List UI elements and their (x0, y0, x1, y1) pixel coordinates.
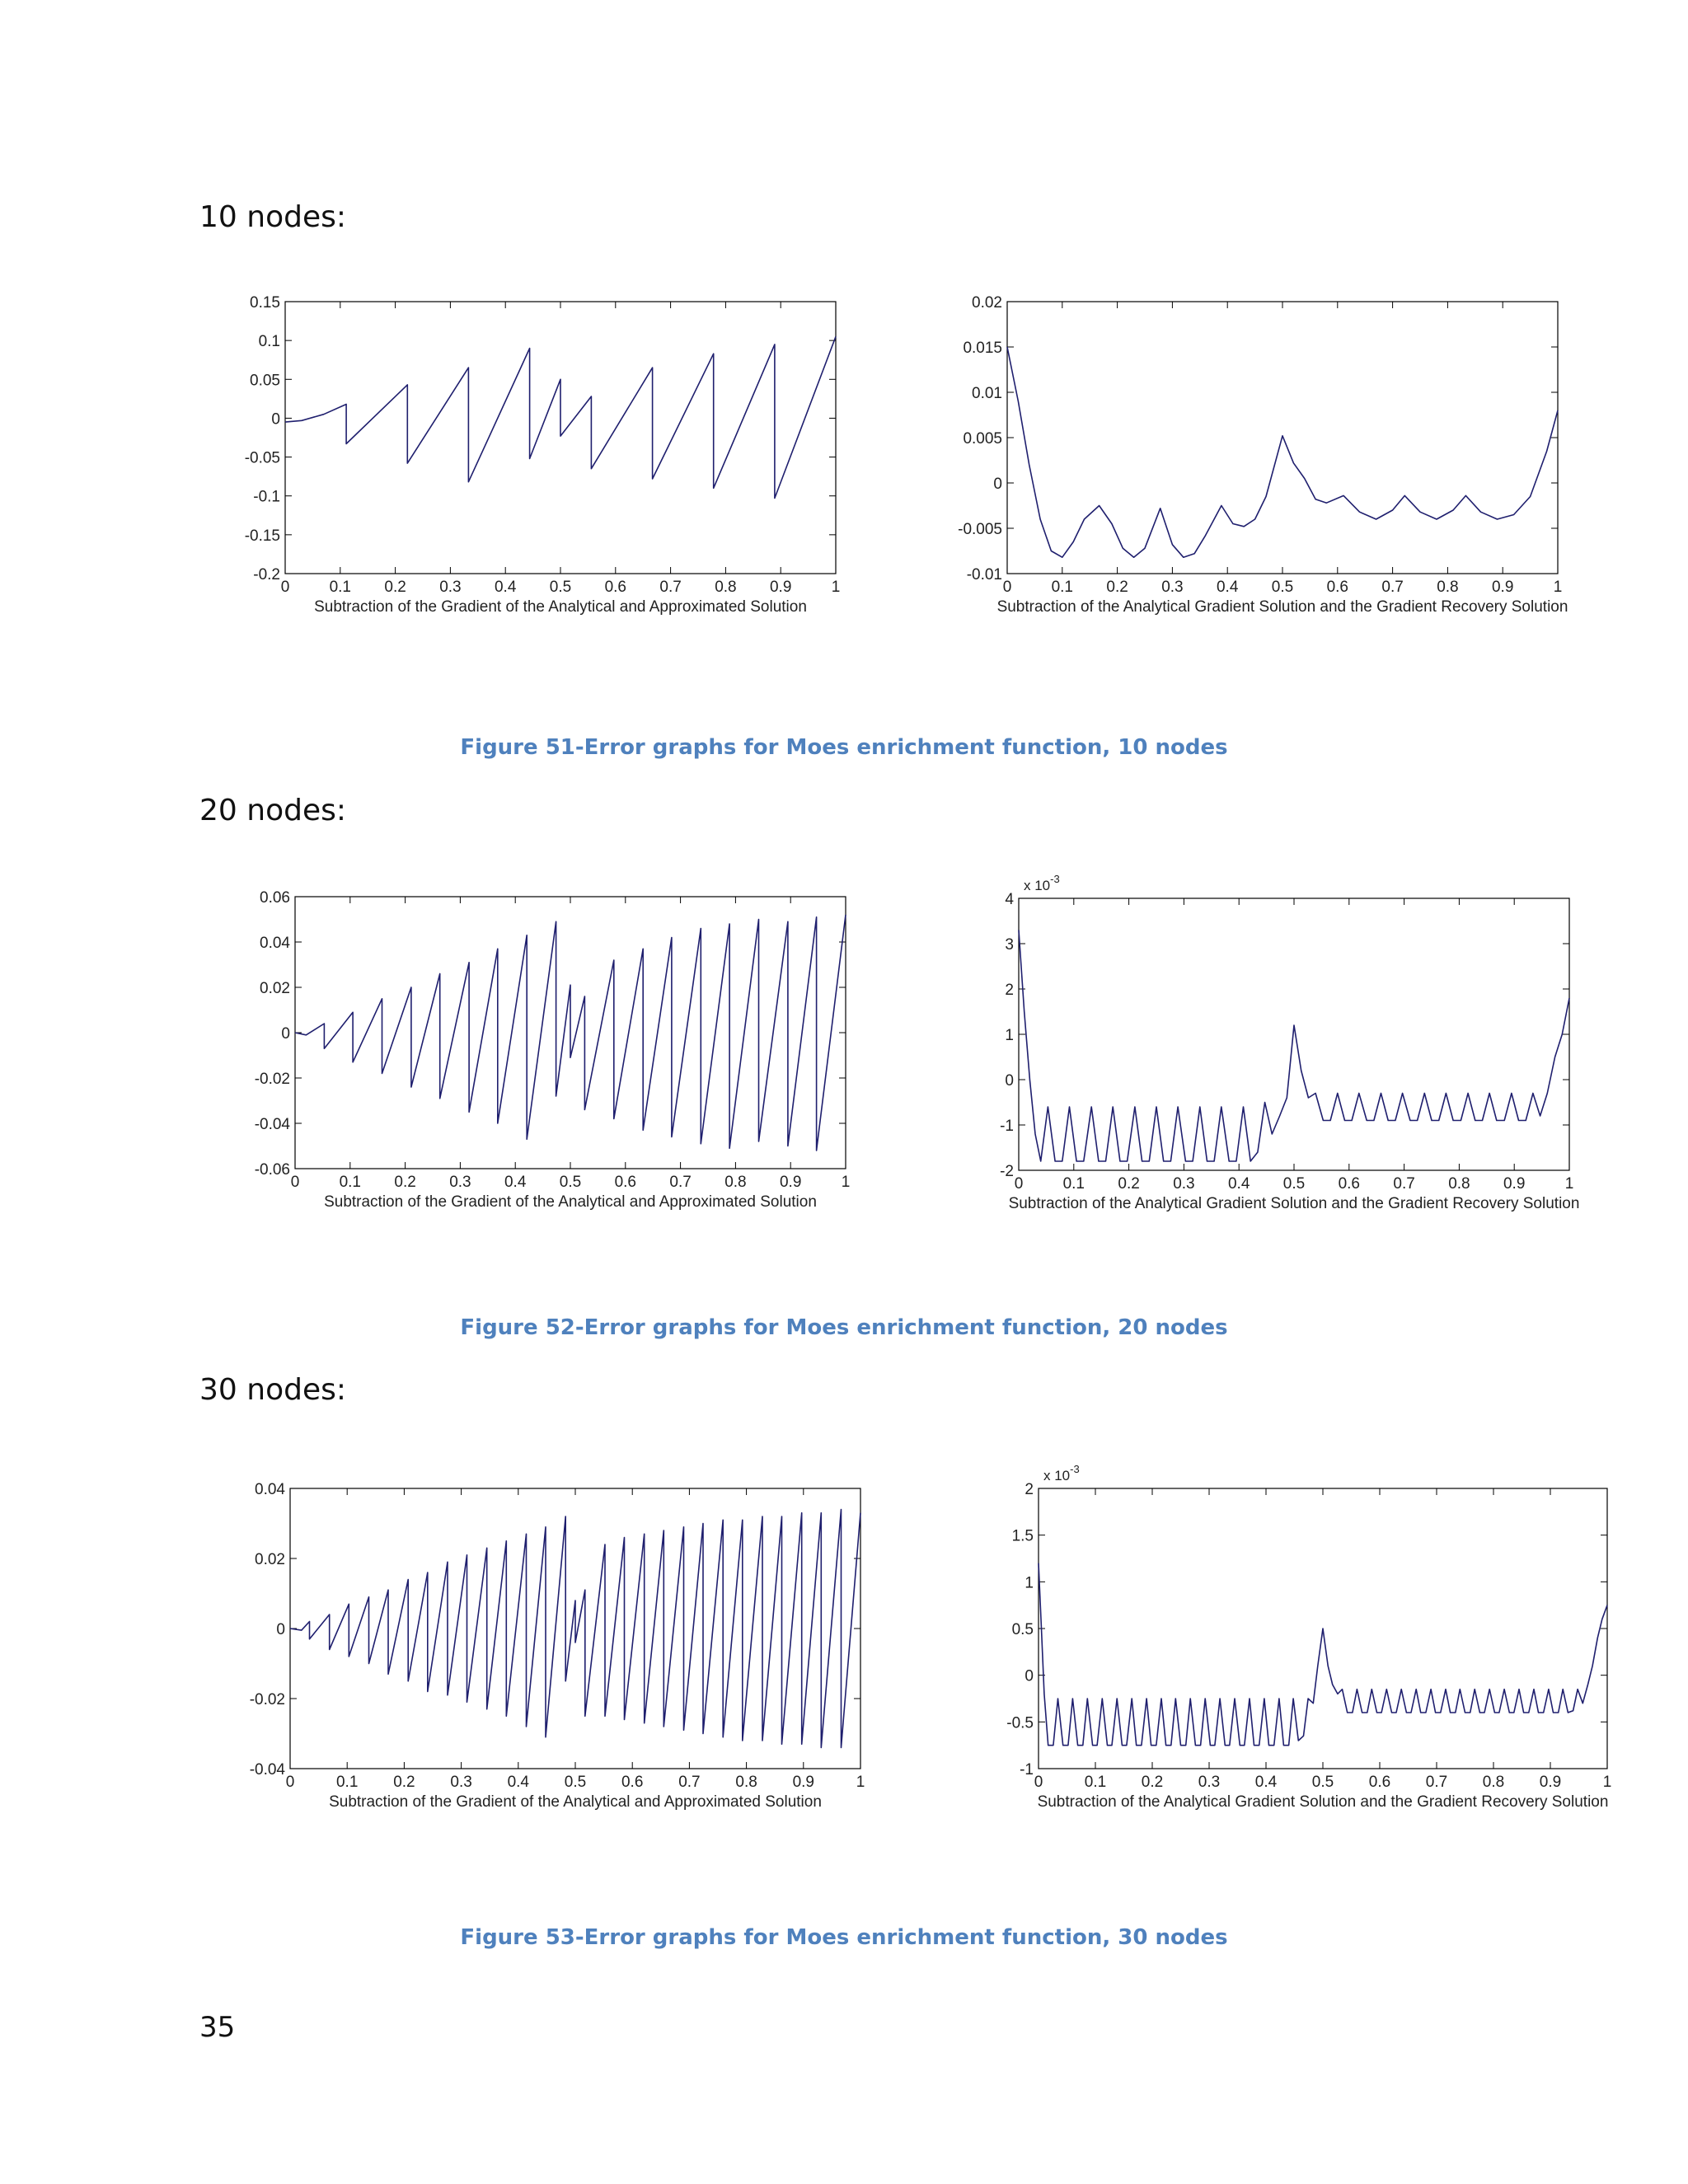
x-tick-label: 1 (841, 1174, 851, 1191)
x-tick-label: 0.9 (779, 1174, 802, 1191)
figure-caption-51: Figure 51-Error graphs for Moes enrichment function, 10 nodes (460, 735, 1228, 760)
y-tick-label: 1 (1005, 1027, 1014, 1044)
chart-recovery-error-30 (969, 1457, 1629, 1813)
y-tick-label: -0.06 (254, 1161, 290, 1179)
section-label-20-nodes: 20 nodes: (199, 794, 346, 827)
y-tick-label: 0.04 (260, 935, 290, 952)
x-tick-label: 0.7 (1381, 579, 1404, 596)
figure-caption-52: Figure 52-Error graphs for Moes enrichment function, 20 nodes (460, 1315, 1228, 1340)
y-tick-label: -2 (1000, 1163, 1014, 1180)
y-tick-label: -1 (1000, 1118, 1014, 1135)
plot-frame (1019, 898, 1569, 1170)
x-tick-label: 0 (1002, 579, 1012, 596)
x-tick-label: 0 (1014, 1175, 1024, 1193)
x-axis-title: Subtraction of the Analytical Gradient Solution and the Gradient Recovery Solution (996, 598, 1568, 616)
x-tick-label: 0.4 (1227, 1175, 1250, 1193)
y-tick-label: -0.005 (958, 521, 1002, 538)
x-tick-label: 0.6 (604, 579, 627, 596)
x-tick-label: 0.2 (384, 579, 406, 596)
y-tick-label: -0.5 (1006, 1714, 1034, 1732)
x-axis-title: Subtraction of the Gradient of the Analytical and Approximated Solution (314, 598, 807, 616)
y-tick-label: 3 (1005, 936, 1014, 954)
y-tick-label: 0.06 (260, 889, 290, 907)
x-tick-label: 0.2 (1118, 1175, 1140, 1193)
x-tick-label: 0.7 (1425, 1774, 1448, 1791)
x-axis-title: Subtraction of the Analytical Gradient Solution and the Gradient Recovery Solution (1037, 1793, 1609, 1811)
x-tick-label: 1 (1564, 1175, 1574, 1193)
x-tick-label: 0.4 (504, 1174, 527, 1191)
x-tick-label: 0.8 (1448, 1175, 1470, 1193)
x-tick-label: 0.8 (724, 1174, 747, 1191)
x-tick-label: 0.8 (1482, 1774, 1505, 1791)
y-tick-label: -0.04 (254, 1116, 290, 1133)
y-tick-label: 0 (1025, 1667, 1034, 1685)
y-tick-label: 2 (1005, 982, 1014, 999)
x-tick-label: 0.1 (1084, 1774, 1107, 1791)
y-tick-label: 0.02 (255, 1551, 285, 1568)
y-exponent-label: x $10^{-3}$ (1024, 873, 1060, 893)
x-tick-label: 0.6 (1368, 1774, 1391, 1791)
y-tick-label: 0.5 (1011, 1621, 1034, 1638)
y-tick-label: 0.015 (963, 340, 1002, 357)
y-tick-label: -0.1 (253, 488, 280, 506)
y-tick-label: 0 (271, 410, 280, 429)
y-tick-label: 0.15 (250, 294, 280, 312)
x-tick-label: 1 (1553, 579, 1563, 596)
y-tick-label: -0.02 (249, 1691, 285, 1708)
section-label-30-nodes: 30 nodes: (199, 1373, 346, 1407)
x-tick-label: 0.9 (1539, 1774, 1562, 1791)
x-tick-label: 0 (1034, 1774, 1043, 1791)
x-tick-label: 0.5 (549, 579, 572, 596)
x-tick-label: 0.3 (1198, 1774, 1221, 1791)
x-tick-label: 0.3 (1173, 1175, 1195, 1193)
x-tick-label: 0.2 (394, 1174, 416, 1191)
y-tick-label: 2 (1025, 1481, 1034, 1498)
x-tick-label: 0.3 (449, 1174, 471, 1191)
x-tick-label: 0.7 (678, 1774, 701, 1791)
x-tick-label: 0.2 (1106, 579, 1128, 596)
y-exponent-label: x $10^{-3}$ (1043, 1463, 1080, 1483)
x-tick-label: 0.1 (329, 579, 352, 596)
x-tick-label: 0.4 (1254, 1774, 1278, 1791)
chart-gradient-error-30 (195, 1475, 887, 1813)
chart-recovery-error-10 (915, 288, 1591, 626)
y-tick-label: 0 (993, 476, 1002, 493)
y-tick-label: -0.05 (244, 449, 280, 467)
x-tick-label: 0.5 (564, 1774, 587, 1791)
x-tick-label: 0.9 (792, 1774, 815, 1791)
x-tick-label: 0.1 (1062, 1175, 1085, 1193)
y-tick-label: 0.02 (260, 980, 290, 997)
x-tick-label: 0.6 (614, 1174, 637, 1191)
y-tick-label: 0 (276, 1621, 285, 1638)
x-tick-label: 0.8 (735, 1774, 757, 1791)
y-tick-label: 0 (281, 1025, 290, 1043)
x-tick-label: 0.8 (1437, 579, 1459, 596)
y-tick-label: 0 (1005, 1072, 1014, 1090)
y-tick-label: 0.05 (250, 372, 280, 390)
x-tick-label: 0.6 (621, 1774, 644, 1791)
x-tick-label: 0.2 (1141, 1774, 1164, 1791)
x-tick-label: 0.9 (1491, 579, 1514, 596)
x-tick-label: 0.3 (1161, 579, 1184, 596)
chart-gradient-error-20 (203, 882, 895, 1220)
x-tick-label: 0.3 (450, 1774, 472, 1791)
y-tick-label: -0.01 (966, 566, 1002, 583)
x-tick-label: 0.1 (339, 1174, 362, 1191)
x-tick-label: 0.7 (659, 579, 682, 596)
y-tick-label: 0.02 (972, 294, 1002, 312)
y-tick-label: 0.01 (972, 385, 1002, 402)
x-tick-label: 0.8 (715, 579, 737, 596)
series-line (1019, 930, 1569, 1162)
plot-frame (285, 302, 836, 574)
page-number: 35 (199, 2011, 236, 2044)
x-tick-label: 0.7 (1393, 1175, 1415, 1193)
series-line (1039, 1563, 1607, 1746)
y-tick-label: 1 (1025, 1574, 1034, 1592)
y-tick-label: 0.1 (258, 333, 280, 351)
y-tick-label: -1 (1020, 1761, 1034, 1779)
x-tick-label: 0 (290, 1174, 300, 1191)
y-tick-label: 0.04 (255, 1481, 285, 1498)
x-tick-label: 0.6 (1326, 579, 1349, 596)
series-line (295, 915, 846, 1151)
x-tick-label: 0.3 (439, 579, 462, 596)
x-tick-label: 0.4 (507, 1774, 530, 1791)
x-tick-label: 0 (280, 579, 290, 596)
chart-recovery-error-20 (945, 869, 1604, 1220)
x-tick-label: 0.7 (669, 1174, 692, 1191)
x-tick-label: 0.2 (393, 1774, 415, 1791)
x-tick-label: 1 (831, 579, 841, 596)
y-tick-label: 1.5 (1011, 1527, 1034, 1545)
figure-caption-53: Figure 53-Error graphs for Moes enrichment function, 30 nodes (460, 1925, 1228, 1950)
x-tick-label: 0 (285, 1774, 295, 1791)
x-axis-title: Subtraction of the Gradient of the Analytical and Approximated Solution (324, 1193, 817, 1211)
x-tick-label: 0.4 (1216, 579, 1239, 596)
y-tick-label: -0.2 (253, 566, 280, 583)
x-tick-label: 1 (1602, 1774, 1612, 1791)
section-label-10-nodes: 10 nodes: (199, 200, 346, 234)
series-line (290, 1510, 860, 1748)
x-tick-label: 0.6 (1338, 1175, 1361, 1193)
y-tick-label: -0.04 (249, 1761, 285, 1779)
y-tick-label: 0.005 (963, 430, 1002, 448)
x-tick-label: 0.4 (494, 579, 517, 596)
x-tick-label: 0.9 (1503, 1175, 1526, 1193)
x-axis-title: Subtraction of the Gradient of the Analytical and Approximated Solution (329, 1793, 822, 1811)
y-tick-label: -0.02 (254, 1071, 290, 1088)
series-line (1007, 347, 1558, 557)
x-tick-label: 0.5 (1282, 1175, 1306, 1193)
x-tick-label: 0.5 (1311, 1774, 1334, 1791)
x-tick-label: 0.1 (335, 1774, 359, 1791)
x-tick-label: 1 (856, 1774, 865, 1791)
chart-gradient-error-10 (195, 288, 887, 626)
x-tick-label: 0.1 (1051, 579, 1074, 596)
y-tick-label: 4 (1005, 891, 1014, 908)
x-tick-label: 0.5 (1271, 579, 1294, 596)
series-line (285, 336, 836, 498)
x-tick-label: 0.9 (769, 579, 792, 596)
x-tick-label: 0.5 (559, 1174, 582, 1191)
x-axis-title: Subtraction of the Analytical Gradient Solution and the Gradient Recovery Solution (1008, 1195, 1580, 1212)
y-tick-label: -0.15 (244, 527, 280, 545)
